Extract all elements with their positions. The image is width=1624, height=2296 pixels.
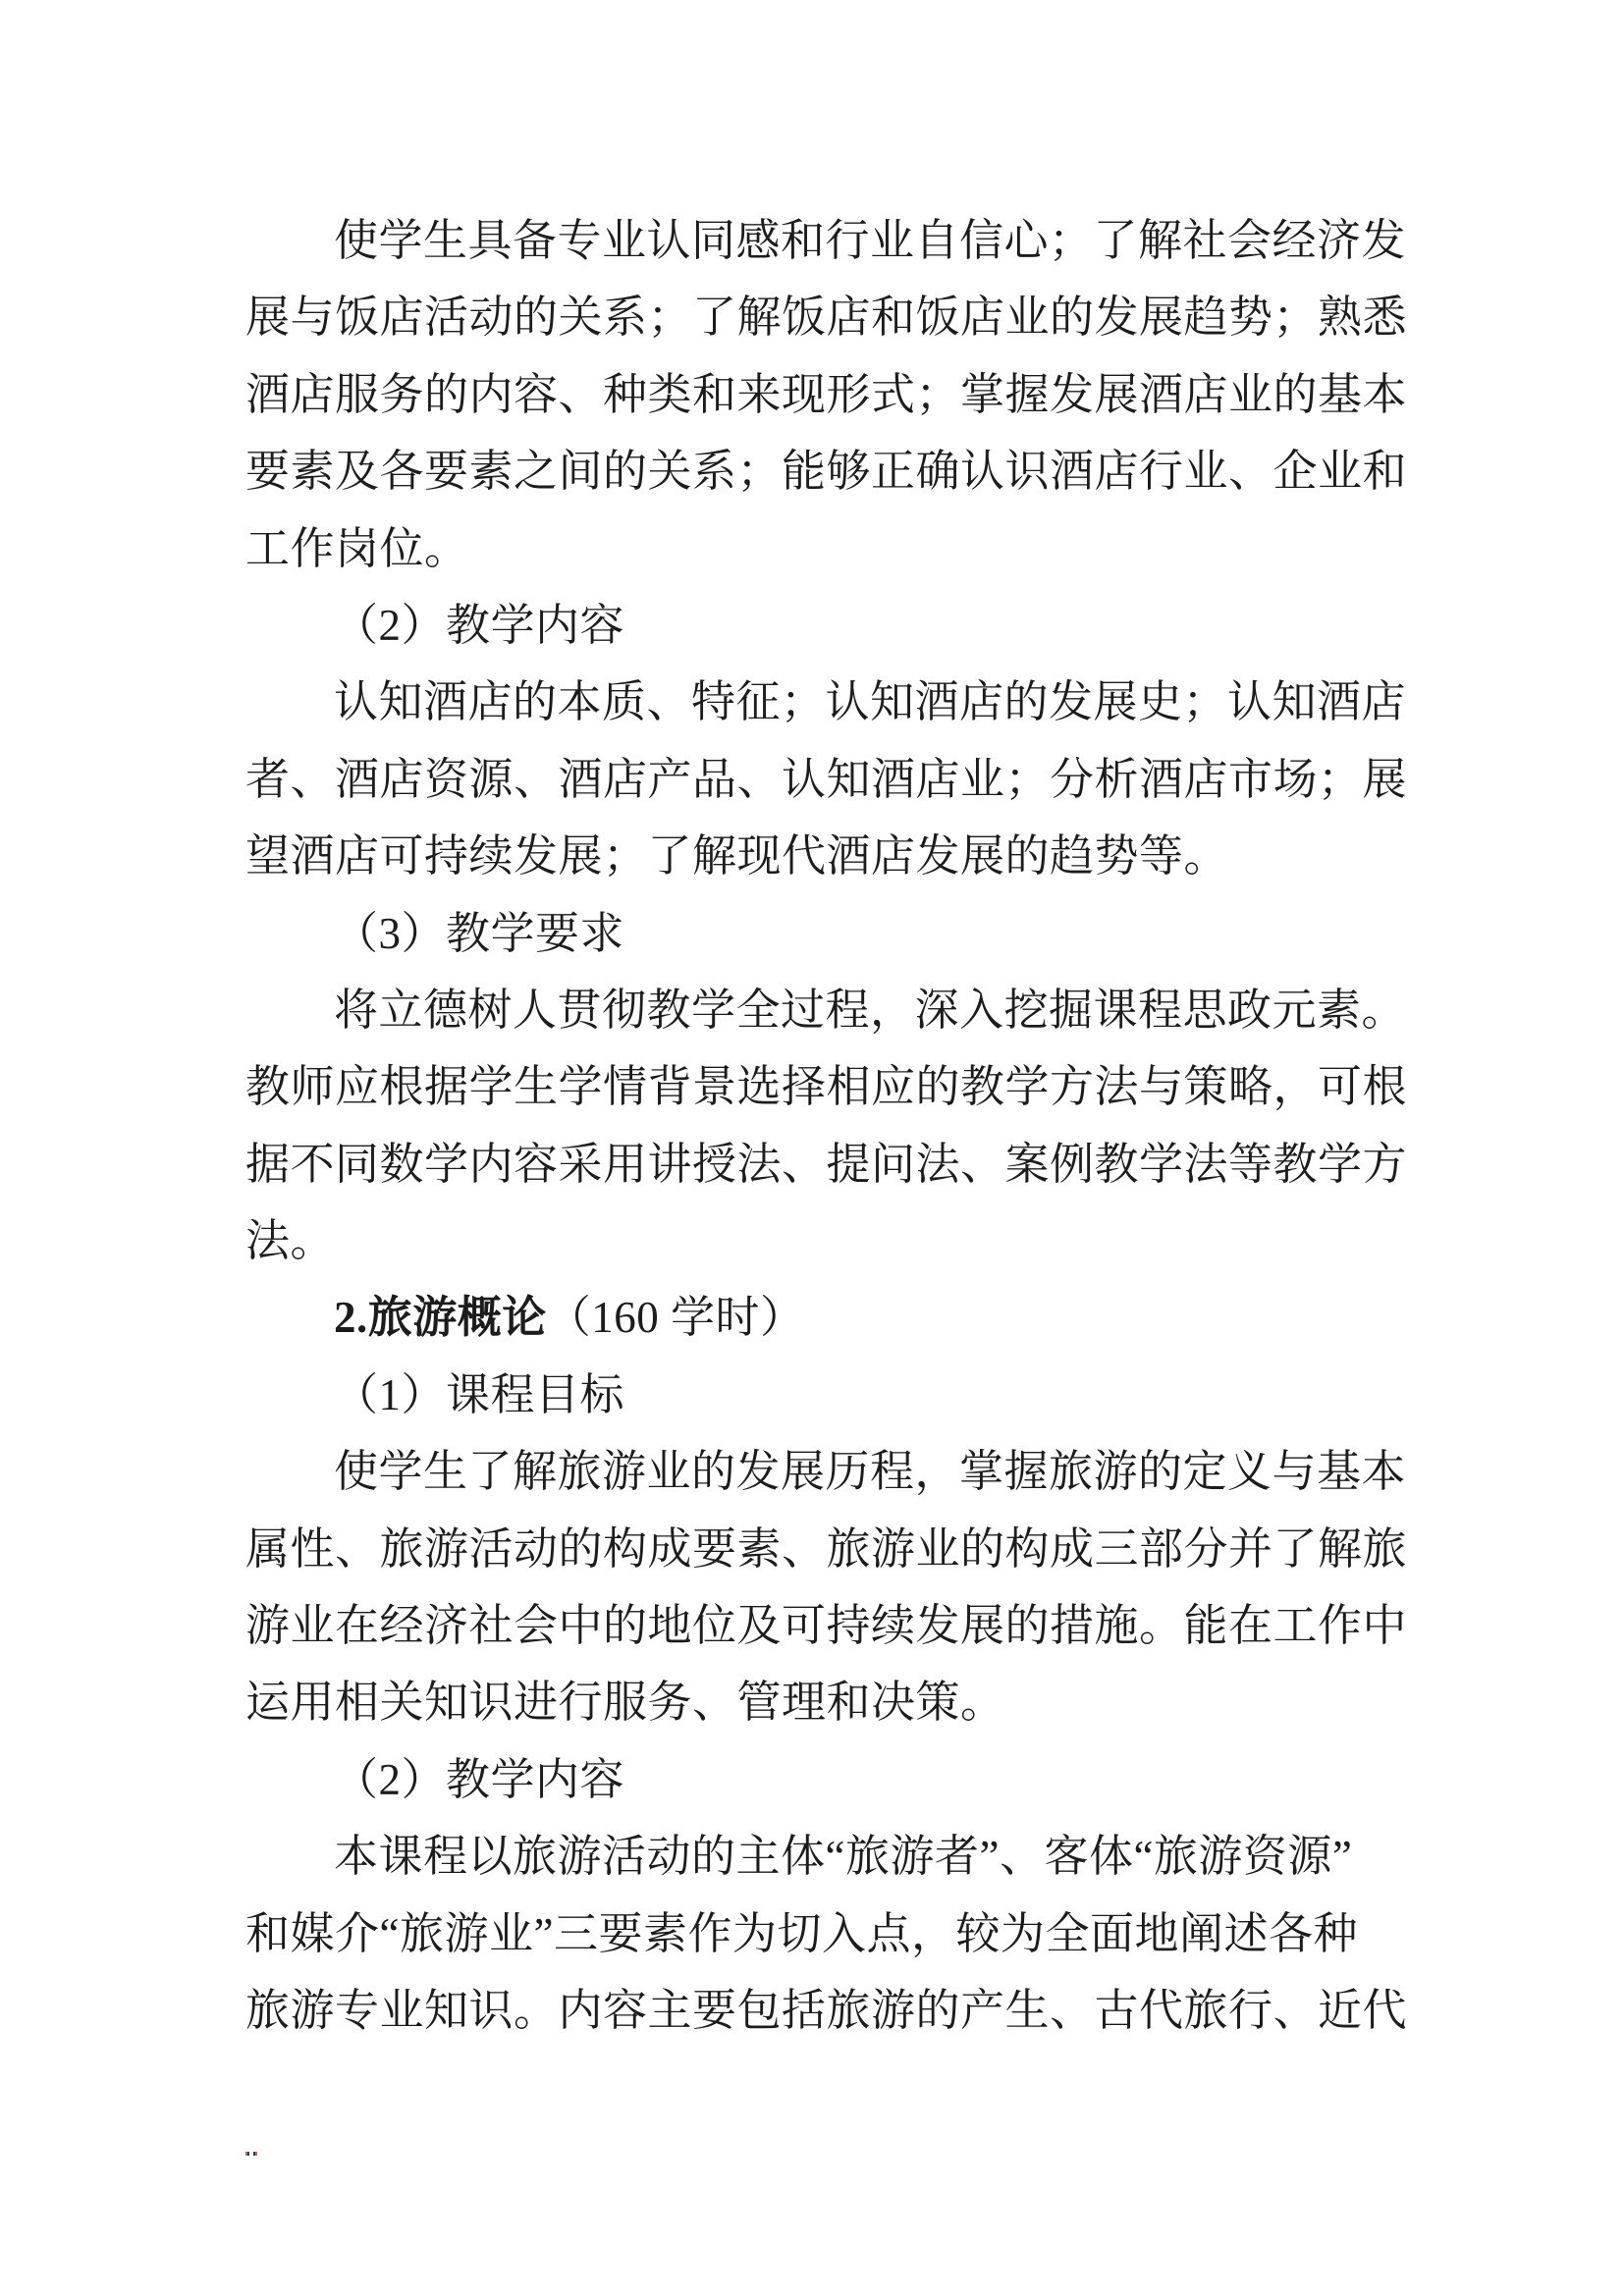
text-line: 教师应根据学生学情背景选择相应的教学方法与策略，可根 [245, 1062, 1408, 1112]
text-line: 2.旅游概论（160 学时） [334, 1293, 805, 1343]
text-line: 酒店服务的内容、种类和来现形式；掌握发展酒店业的基本 [245, 369, 1408, 419]
text-line: 者、酒店资源、酒店产品、认知酒店业；分析酒店市场；展 [245, 754, 1408, 804]
text-line: 本课程以旅游活动的主体“旅游者”、客体“旅游资源” [334, 1832, 1353, 1882]
text-line: 认知酒店的本质、特征；认知酒店的发展史；认知酒店 [334, 677, 1407, 727]
text-line: 望酒店可持续发展；了解现代酒店发展的趋势等。 [245, 831, 1229, 881]
text-line: 运用相关知识进行服务、管理和决策。 [245, 1678, 1005, 1728]
document-text [245, 202, 1483, 2049]
footer-artifact-dots [245, 2152, 257, 2156]
text-line: 要素及各要素之间的关系；能够正确认识酒店行业、企业和 [245, 447, 1408, 497]
text-line: （2）教学内容 [334, 1754, 625, 1804]
text-line: （2）教学内容 [334, 600, 625, 650]
text-line: 展与饭店活动的关系；了解饭店和饭店业的发展趋势；熟悉 [245, 293, 1408, 343]
text-line: 使学生具备专业认同感和行业自信心；了解社会经济发 [334, 216, 1407, 265]
text-line: 使学生了解旅游业的发展历程，掌握旅游的定义与基本 [334, 1447, 1407, 1497]
text-line: 工作岗位。 [245, 523, 469, 573]
artifact-dot [245, 2152, 249, 2156]
artifact-dot [253, 2152, 257, 2156]
text-line: 将立德树人贯彻教学全过程，深入挖掘课程思政元素。 [334, 985, 1407, 1035]
text-line: 法。 [245, 1216, 336, 1266]
course-heading-bold: 2.旅游概论 [334, 1293, 547, 1343]
text-line: 和媒介“旅游业”三要素作为切入点，较为全面地阐述各种 [245, 1908, 1358, 1958]
text-line: 旅游专业知识。内容主要包括旅游的产生、古代旅行、近代 [245, 1985, 1408, 2035]
text-line: 据不同数学内容采用讲授法、提问法、案例教学法等教学方 [245, 1139, 1408, 1189]
text-line: （3）教学要求 [334, 908, 625, 958]
text-line: 属性、旅游活动的构成要素、旅游业的构成三部分并了解旅 [245, 1523, 1408, 1574]
text-line: 游业在经济社会中的地位及可持续发展的措施。能在工作中 [245, 1601, 1408, 1651]
text-line: （1）课程目标 [334, 1369, 625, 1419]
